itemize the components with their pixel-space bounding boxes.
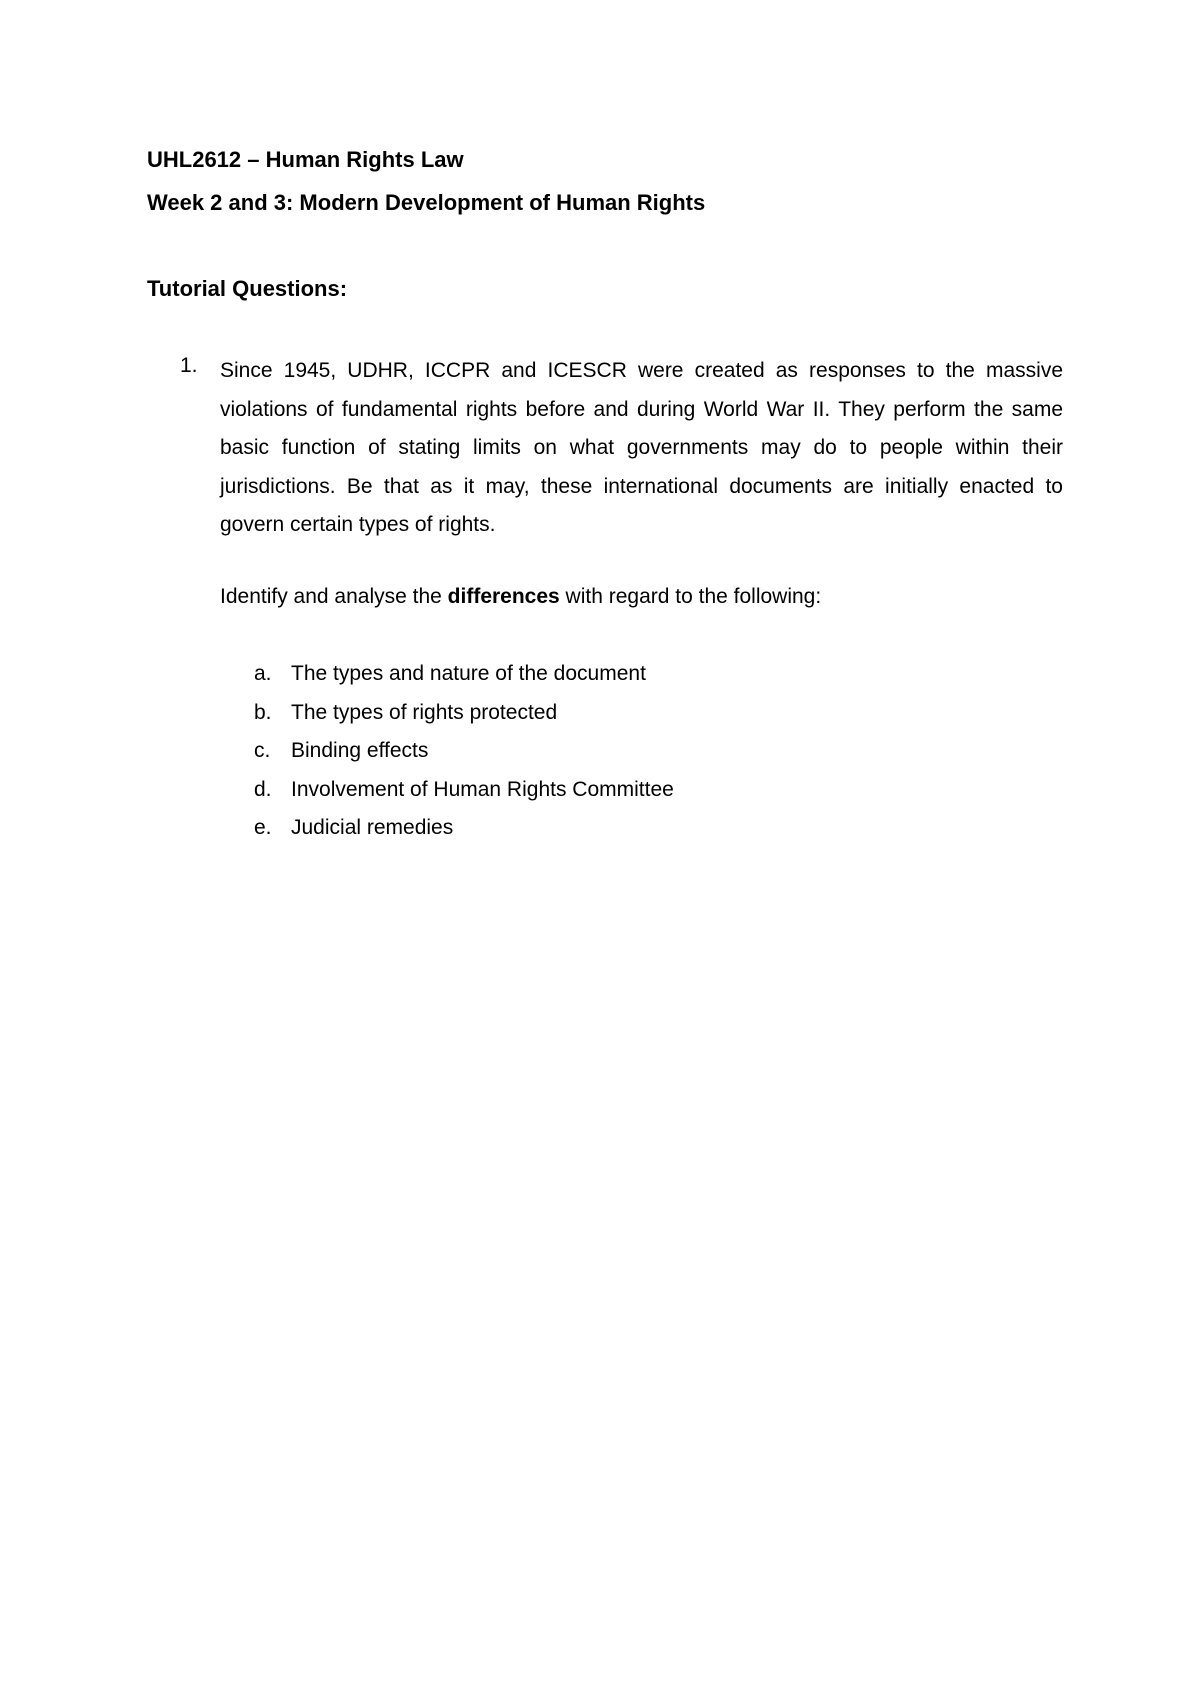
sub-question-letter: d. bbox=[254, 777, 272, 801]
sub-question-label: Binding effects bbox=[291, 739, 429, 763]
sub-question-letter: b. bbox=[254, 700, 272, 724]
instruction-text-before: Identify and analyse the bbox=[220, 585, 448, 608]
question-instruction bbox=[220, 583, 821, 611]
sub-question-letter: c. bbox=[254, 739, 271, 763]
course-title: UHL2612 – Human Rights Law bbox=[147, 147, 464, 172]
instruction-text-after: with regard to the following: bbox=[559, 585, 822, 608]
sub-question-label: Judicial remedies bbox=[291, 816, 454, 840]
sub-question-label: The types of rights protected bbox=[291, 700, 558, 724]
instruction-emphasis: differences bbox=[447, 585, 560, 608]
section-heading: Tutorial Questions: bbox=[147, 276, 348, 301]
sub-question-label: The types and nature of the document bbox=[291, 662, 646, 685]
week-title: Week 2 and 3: Modern Development of Human Rights bbox=[147, 190, 706, 215]
question-number: 1. bbox=[180, 354, 198, 377]
sub-question-label: Involvement of Human Rights Committee bbox=[291, 777, 674, 801]
sub-question-letter: a. bbox=[254, 662, 272, 685]
sub-question-letter: e. bbox=[254, 816, 272, 840]
question-text: Since 1945, UDHR, ICCPR and ICESCR were created as responses to the massive violations of fundamental rights before and during World War II. They perform the same basic function of stating limits on what governments may do to people within their jurisdictions. Be that as it may, these international documents are initially enacted to govern certain types of rights. bbox=[220, 359, 1063, 536]
